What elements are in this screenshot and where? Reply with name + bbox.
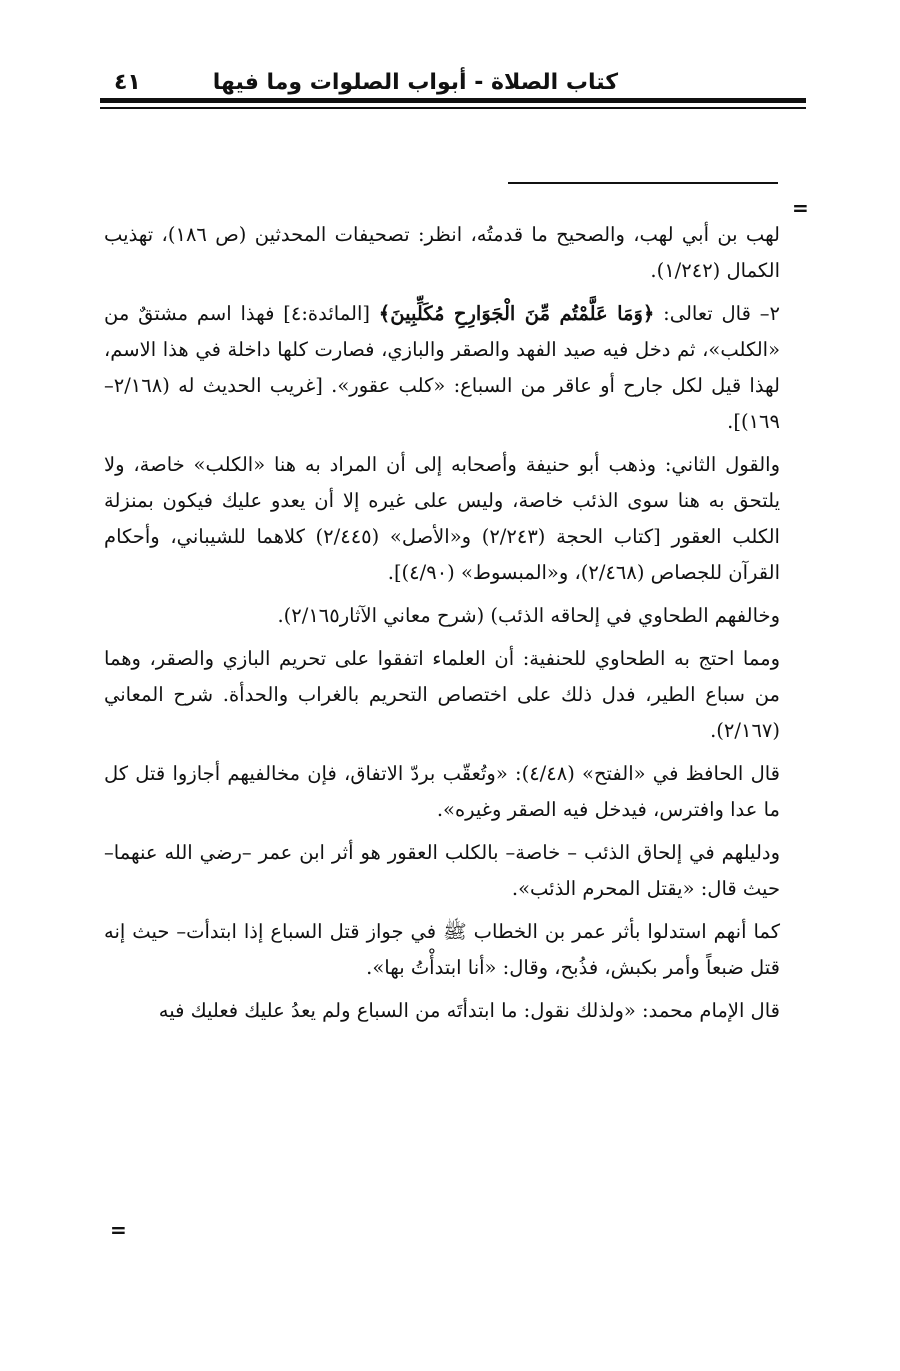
paragraph-9: قال الإمام محمد: «ولذلك نقول: ما ابتدأتَه من السباع ولم يعدُ عليك فعليك فيه: [158, 999, 780, 1022]
paragraph-8: كما أنهم استدلوا بأثر عمر بن الخطاب ﷺ في جواز قتل السباع إذا ابتدأت– حيث إنه قتل ضبعاً وأمر بكبش، فذُبح، وقال: «أنا ابتدأْتُ بها».: [104, 920, 780, 979]
paragraph-2-suffix: [المائدة:٤] فهذا اسم مشتقٌ من «الكلب»، ثم دخل فيه صيد الفهد والصقر والبازي، فصارت كلها داخلة في هذا الاسم، لهذا قيل لكل جارح أو عاقر من السباع: «كلب عقور». [غريب الحديث له (٢/١٦٨–١٦٩)].: [104, 302, 780, 433]
paragraph-7: ودليلهم في إلحاق الذئب – خاصة– بالكلب العقور هو أثر ابن عمر –رضي الله عنهما– حيث قال: «يقتل المحرم الذئب».: [104, 841, 780, 900]
footnote-separator: [508, 182, 778, 184]
paragraph-6: قال الحافظ في «الفتح» (٤/٤٨): «وتُعقّب بردّ الاتفاق، فإن مخالفيهم أجازوا قتل كل ما عدا وافترس، فيدخل فيه الصقر وغيره».: [104, 762, 780, 821]
paragraph-2-prefix: ٢– قال تعالى:: [654, 302, 780, 325]
page-number: ٤١: [114, 70, 141, 95]
paragraph-2: [104, 296, 780, 440]
continuation-mark-top: =: [792, 196, 809, 220]
quran-verse: ﴿وَمَا عَلَّمْتُم مِّنَ الْجَوَارِحِ مُكَلِّبِينَ﴾: [378, 302, 655, 325]
paragraph-5: ومما احتج به الطحاوي للحنفية: أن العلماء اتفقوا على تحريم البازي والصقر، وهما من سباع الطير، فدل ذلك على اختصاص التحريم بالغراب والحدأة. شرح المعاني (٢/١٦٧).: [104, 647, 780, 742]
paragraph-4: وخالفهم الطحاوي في إلحاقه الذئب) (شرح معاني الآثار٢/١٦٥).: [277, 604, 780, 627]
continuation-mark-bottom: =: [110, 1218, 127, 1242]
paragraph-3: والقول الثاني: وذهب أبو حنيفة وأصحابه إلى أن المراد به هنا «الكلب» خاصة، ولا يلتحق به هنا سوى الذئب خاصة، وليس على غيره إلا أن يعدو عليك فيكون بمنزلة الكلب العقور [كتاب الحجة (٢/٢٤٣) و«الأصل» (٢/٤٤٥) كلاهما للشيباني، وأحكام القرآن للجصاص (٢/٤٦٨)، و«المبسوط» (٤/٩٠)].: [104, 453, 780, 584]
paragraph-1: لهب بن أبي لهب، والصحيح ما قدمتُه، انظر: تصحيفات المحدثين (ص ١٨٦)، تهذيب الكمال (١/٢٤٢).: [104, 223, 780, 282]
header-title: كتاب الصلاة - أبواب الصلوات وما فيها: [212, 70, 618, 95]
header-rule-thin: [100, 107, 806, 109]
footnote-body: [104, 217, 780, 1036]
header-rule-thick: [100, 98, 806, 103]
